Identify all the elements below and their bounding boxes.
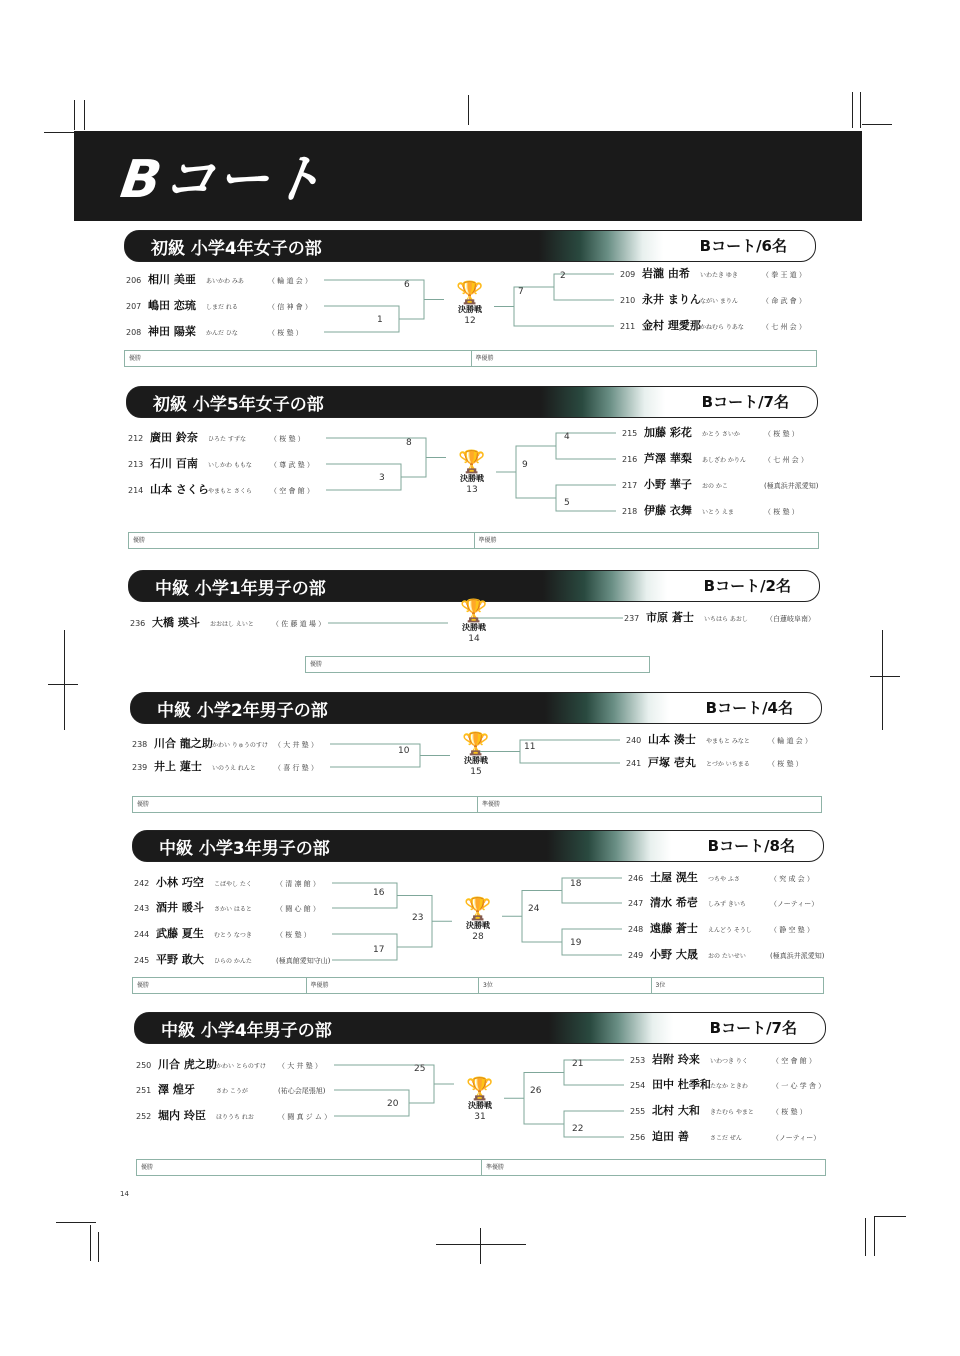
entry-name: 市原 蒼士	[646, 611, 694, 624]
entry-kana: ながい まりん	[700, 298, 738, 305]
entry-club: （ 清 凛 館 ）	[276, 880, 320, 888]
entry-name: 小林 巧空	[156, 876, 204, 889]
court-label: Bコート/2名	[703, 577, 791, 595]
entry-club: （ 究 成 会 ）	[770, 875, 814, 883]
entry-kana: かとう さいか	[702, 431, 740, 438]
entry-club: （ 尊 武 塾 ）	[270, 461, 314, 469]
entry-kana: こばやし たく	[214, 881, 252, 888]
entry-number: 210	[620, 296, 636, 305]
entry-number: 213	[128, 460, 144, 469]
final-match-number: 12	[464, 316, 476, 326]
match-number: 10	[398, 745, 410, 756]
match-number: 17	[373, 945, 385, 955]
entry-club: （ 大 井 塾 ）	[274, 741, 318, 749]
result-cell: 準優勝	[477, 797, 821, 812]
entry-name: 神田 陽菜	[148, 325, 196, 338]
entry-name: 大橋 瑛斗	[152, 616, 200, 629]
entry-club: （ 拳 王 道 ）	[762, 271, 806, 279]
result-cell: 準優勝	[474, 533, 819, 548]
entry-number: 236	[130, 619, 146, 628]
entry-name: 小野 華子	[644, 478, 692, 491]
final-label: 決勝戦	[468, 1100, 492, 1110]
final-label: 決勝戦	[460, 474, 484, 483]
entry-name: 永井 まりん	[642, 293, 701, 306]
entry-kana: あしざわ かりん	[702, 457, 746, 464]
entry-kana: ほりうち れお	[216, 1114, 254, 1121]
match-number: 6	[404, 279, 410, 290]
entry-club: （ 信 神 會 ）	[268, 303, 312, 311]
final-match-number: 15	[470, 766, 482, 777]
entry-kana: かわい りゅうのすけ	[212, 742, 268, 749]
entry-club: （ノーティー）	[770, 900, 819, 908]
entry-name: 川合 虎之助	[158, 1058, 217, 1071]
entry-club: （ 七 州 会 ）	[764, 456, 808, 464]
division-title: 中級 小学3年男子の部	[159, 839, 330, 859]
division-title: 中級 小学1年男子の部	[155, 579, 326, 599]
result-cell: 優勝	[310, 661, 323, 668]
entry-number: 218	[622, 507, 638, 516]
entry-name: 廣田 鈴奈	[150, 431, 198, 444]
entry-number: 254	[630, 1081, 646, 1090]
match-number: 16	[373, 887, 385, 898]
entry-number: 214	[128, 486, 144, 495]
entry-name: 金村 理愛那	[642, 319, 701, 332]
entry-club: （ 闘 心 館 ）	[276, 905, 320, 913]
entry-kana: つちや ふさ	[708, 876, 740, 883]
entry-club: (極真浜井派愛知)	[770, 952, 825, 960]
result-cell: 準優勝	[306, 978, 479, 993]
entry-club: （ 桜 塾 ）	[268, 329, 303, 337]
match-number: 7	[518, 286, 524, 297]
entry-kana: しみず きいち	[708, 901, 746, 908]
entry-club: (極真館愛知守山)	[276, 957, 331, 965]
entry-name: 戸塚 壱丸	[648, 756, 696, 769]
entry-number: 243	[134, 904, 150, 913]
entry-kana: いちはら あおし	[704, 616, 748, 623]
entry-kana: おおはし えいと	[210, 621, 254, 628]
division-title: 中級 小学2年男子の部	[157, 701, 328, 721]
entry-kana: やまもと みなと	[706, 738, 750, 745]
match-number: 9	[522, 460, 528, 470]
entry-club: （ 一 心 学 舎 ）	[772, 1082, 826, 1090]
entry-number: 207	[126, 302, 142, 311]
entry-name: 澤 煌牙	[158, 1083, 195, 1096]
entry-kana: いわつき りく	[710, 1058, 748, 1065]
division-title: 初級 小学4年女子の部	[151, 239, 322, 259]
court-label: Bコート/7名	[701, 393, 789, 411]
page-number: 14	[120, 1190, 129, 1198]
entry-kana: おの たいせい	[708, 953, 746, 960]
entry-number: 237	[624, 614, 640, 623]
entry-name: 嶋田 恋琉	[148, 299, 196, 312]
match-number: 21	[572, 1058, 584, 1069]
entry-kana: あいかわ みあ	[206, 278, 244, 285]
entry-kana: むとう なつき	[214, 932, 252, 939]
match-number: 26	[530, 1086, 542, 1097]
match-number: 8	[406, 437, 412, 448]
entry-club: （ 空 會 館 ）	[772, 1057, 816, 1065]
entry-name: 迫田 善	[652, 1130, 689, 1143]
entry-number: 244	[134, 930, 150, 939]
entry-number: 247	[628, 899, 644, 908]
entry-name: 山本 湊士	[648, 733, 696, 746]
result-cell: 優勝	[141, 1164, 154, 1171]
final-label: 決勝戦	[458, 305, 482, 314]
entry-club: （ 桜 塾 ）	[270, 435, 305, 443]
match-number: 20	[387, 1099, 399, 1109]
result-cell: 優勝	[137, 801, 150, 808]
entry-club: （ 輪 道 会 ）	[768, 737, 812, 745]
entry-name: 土屋 滉生	[650, 871, 698, 884]
entry-club: （ 空 會 館 ）	[270, 487, 314, 495]
match-number: 5	[564, 498, 570, 508]
entry-name: 井上 蓮士	[154, 760, 202, 773]
match-number: 24	[528, 904, 540, 915]
final-match-number: 14	[468, 633, 480, 644]
entry-number: 208	[126, 328, 142, 337]
entry-club: （ 静 空 塾 ）	[770, 926, 814, 934]
entry-number: 249	[628, 951, 644, 960]
trophy-icon: 🏆	[464, 897, 492, 922]
entry-number: 246	[628, 874, 644, 883]
match-number: 18	[570, 878, 582, 889]
entry-club: （ 桜 塾 ）	[276, 931, 311, 939]
entry-club: （ 佐 藤 道 場 ）	[272, 620, 326, 628]
entry-name: 田中 杜季和	[652, 1078, 711, 1091]
entry-kana: ひらの かんた	[214, 958, 252, 965]
match-number: 22	[572, 1124, 584, 1134]
result-cell: 優勝	[137, 982, 150, 989]
match-number: 25	[414, 1064, 426, 1074]
entry-name: 岩瀧 由希	[642, 267, 690, 280]
entry-club: （ 喜 行 塾 ）	[274, 764, 318, 772]
match-number: 3	[379, 473, 385, 483]
trophy-icon: 🏆	[460, 598, 488, 624]
entry-number: 211	[620, 322, 636, 331]
entry-club: （ 桜 塾 ）	[768, 760, 803, 768]
entry-club: （ 輪 道 会 ）	[268, 277, 312, 285]
result-cell: 3位	[478, 978, 651, 993]
entry-kana: かねむら りあな	[700, 324, 744, 331]
entry-number: 248	[628, 925, 644, 934]
final-label: 決勝戦	[464, 755, 488, 765]
entry-number: 240	[626, 736, 642, 745]
match-number: 2	[560, 271, 566, 281]
entry-kana: きたむら やまと	[710, 1109, 754, 1116]
trophy-icon: 🏆	[456, 281, 484, 306]
entry-kana: かわい とらのすけ	[216, 1063, 266, 1070]
entry-name: 相川 美亜	[148, 273, 196, 286]
entry-kana: さかい はると	[214, 906, 252, 913]
entry-kana: いわたき ゆき	[700, 272, 738, 279]
entry-number: 215	[622, 429, 638, 438]
entry-club: (極真浜井派愛知)	[764, 482, 819, 490]
entry-name: 酒井 暖斗	[156, 901, 204, 914]
entry-number: 239	[132, 763, 148, 772]
entry-kana: やまもと さくら	[208, 488, 252, 495]
entry-name: 川合 龍之助	[154, 737, 213, 750]
entry-number: 252	[136, 1112, 152, 1121]
entry-club: （ 桜 塾 ）	[772, 1108, 807, 1116]
match-number: 11	[524, 741, 536, 752]
entry-club: （ 大 井 塾 ）	[278, 1062, 322, 1070]
result-cell: 準優勝	[471, 351, 817, 366]
match-number: 19	[570, 938, 582, 948]
result-cell: 3位	[651, 978, 824, 993]
entry-number: 256	[630, 1133, 646, 1142]
entry-kana: さわ こうが	[216, 1088, 248, 1095]
entry-name: 小野 大晟	[650, 948, 698, 961]
entry-number: 242	[134, 879, 150, 888]
entry-kana: とづか いちまる	[706, 761, 750, 768]
court-label: Bコート/7名	[709, 1019, 797, 1037]
match-number: 4	[564, 432, 570, 442]
entry-club: （ 命 武 會 ）	[762, 297, 806, 305]
final-label: 決勝戦	[466, 921, 490, 930]
entry-name: 北村 大和	[652, 1104, 700, 1117]
entry-name: 武藤 夏生	[156, 927, 204, 940]
bracket-line	[524, 1073, 564, 1125]
court-label: Bコート/6名	[699, 237, 787, 255]
entry-name: 石川 百南	[150, 457, 198, 470]
final-match-number: 28	[472, 932, 484, 942]
entry-club: （ノーティー）	[772, 1134, 821, 1142]
entry-number: 253	[630, 1056, 646, 1065]
entry-club: （白蓮岐阜南）	[766, 615, 815, 623]
entry-club: (祐心会尾張旭)	[278, 1087, 326, 1095]
entry-club: （ 七 州 会 ）	[762, 323, 806, 331]
entry-name: 加藤 彩花	[644, 426, 692, 439]
entry-kana: しまだ れる	[206, 304, 238, 311]
trophy-icon: 🏆	[458, 450, 486, 475]
entry-kana: いしかわ ももな	[208, 462, 252, 469]
court-label: Bコート/8名	[707, 837, 795, 855]
entry-number: 238	[132, 740, 148, 749]
division-title: 中級 小学4年男子の部	[161, 1021, 332, 1041]
final-label: 決勝戦	[462, 622, 486, 632]
final-match-number: 13	[466, 485, 478, 495]
entry-kana: さこだ ぜん	[710, 1135, 742, 1142]
result-cell: 優勝	[129, 355, 142, 362]
entry-name: 清水 希壱	[650, 896, 698, 909]
trophy-icon: 🏆	[462, 731, 490, 757]
entry-name: 山本 さくら	[150, 483, 209, 496]
entry-name: 芦澤 華梨	[644, 452, 692, 465]
entry-number: 217	[622, 481, 638, 490]
match-number: 23	[412, 913, 424, 924]
entry-number: 250	[136, 1061, 152, 1070]
entry-number: 216	[622, 455, 638, 464]
entry-name: 遠藤 蒼士	[650, 922, 698, 935]
court-label: Bコート/4名	[705, 699, 793, 717]
entry-kana: ひろた すずな	[208, 436, 246, 443]
entry-name: 伊藤 衣舞	[644, 504, 692, 517]
final-match-number: 31	[474, 1111, 486, 1122]
entry-kana: いとう えま	[702, 509, 734, 516]
entry-name: 岩附 玲来	[652, 1053, 700, 1066]
result-cell: 準優勝	[481, 1160, 825, 1175]
entry-number: 245	[134, 956, 150, 965]
result-cell: 優勝	[133, 537, 146, 544]
entry-number: 251	[136, 1086, 152, 1095]
entry-kana: いのうえ れんと	[212, 765, 256, 772]
entry-club: （ 桜 塾 ）	[764, 508, 799, 516]
match-number: 1	[377, 315, 383, 325]
division-title: 初級 小学5年女子の部	[153, 395, 324, 415]
entry-kana: かんだ ひな	[206, 330, 238, 337]
entry-kana: おの かこ	[702, 483, 728, 490]
entry-number: 255	[630, 1107, 646, 1116]
entry-kana: えんどう そうし	[708, 927, 752, 934]
entry-number: 209	[620, 270, 636, 279]
entry-number: 241	[626, 759, 642, 768]
entry-kana: たなか ときわ	[710, 1083, 748, 1090]
entry-number: 206	[126, 276, 142, 285]
trophy-icon: 🏆	[466, 1076, 494, 1102]
entry-club: （ 闘 真 ジ ム ）	[278, 1113, 332, 1121]
entry-number: 212	[128, 434, 144, 443]
entry-club: （ 桜 塾 ）	[764, 430, 799, 438]
results-row	[136, 1159, 826, 1176]
entry-name: 堀内 玲臣	[158, 1109, 206, 1122]
page-title: Bコート	[117, 150, 330, 210]
entry-name: 平野 敢大	[156, 953, 204, 966]
